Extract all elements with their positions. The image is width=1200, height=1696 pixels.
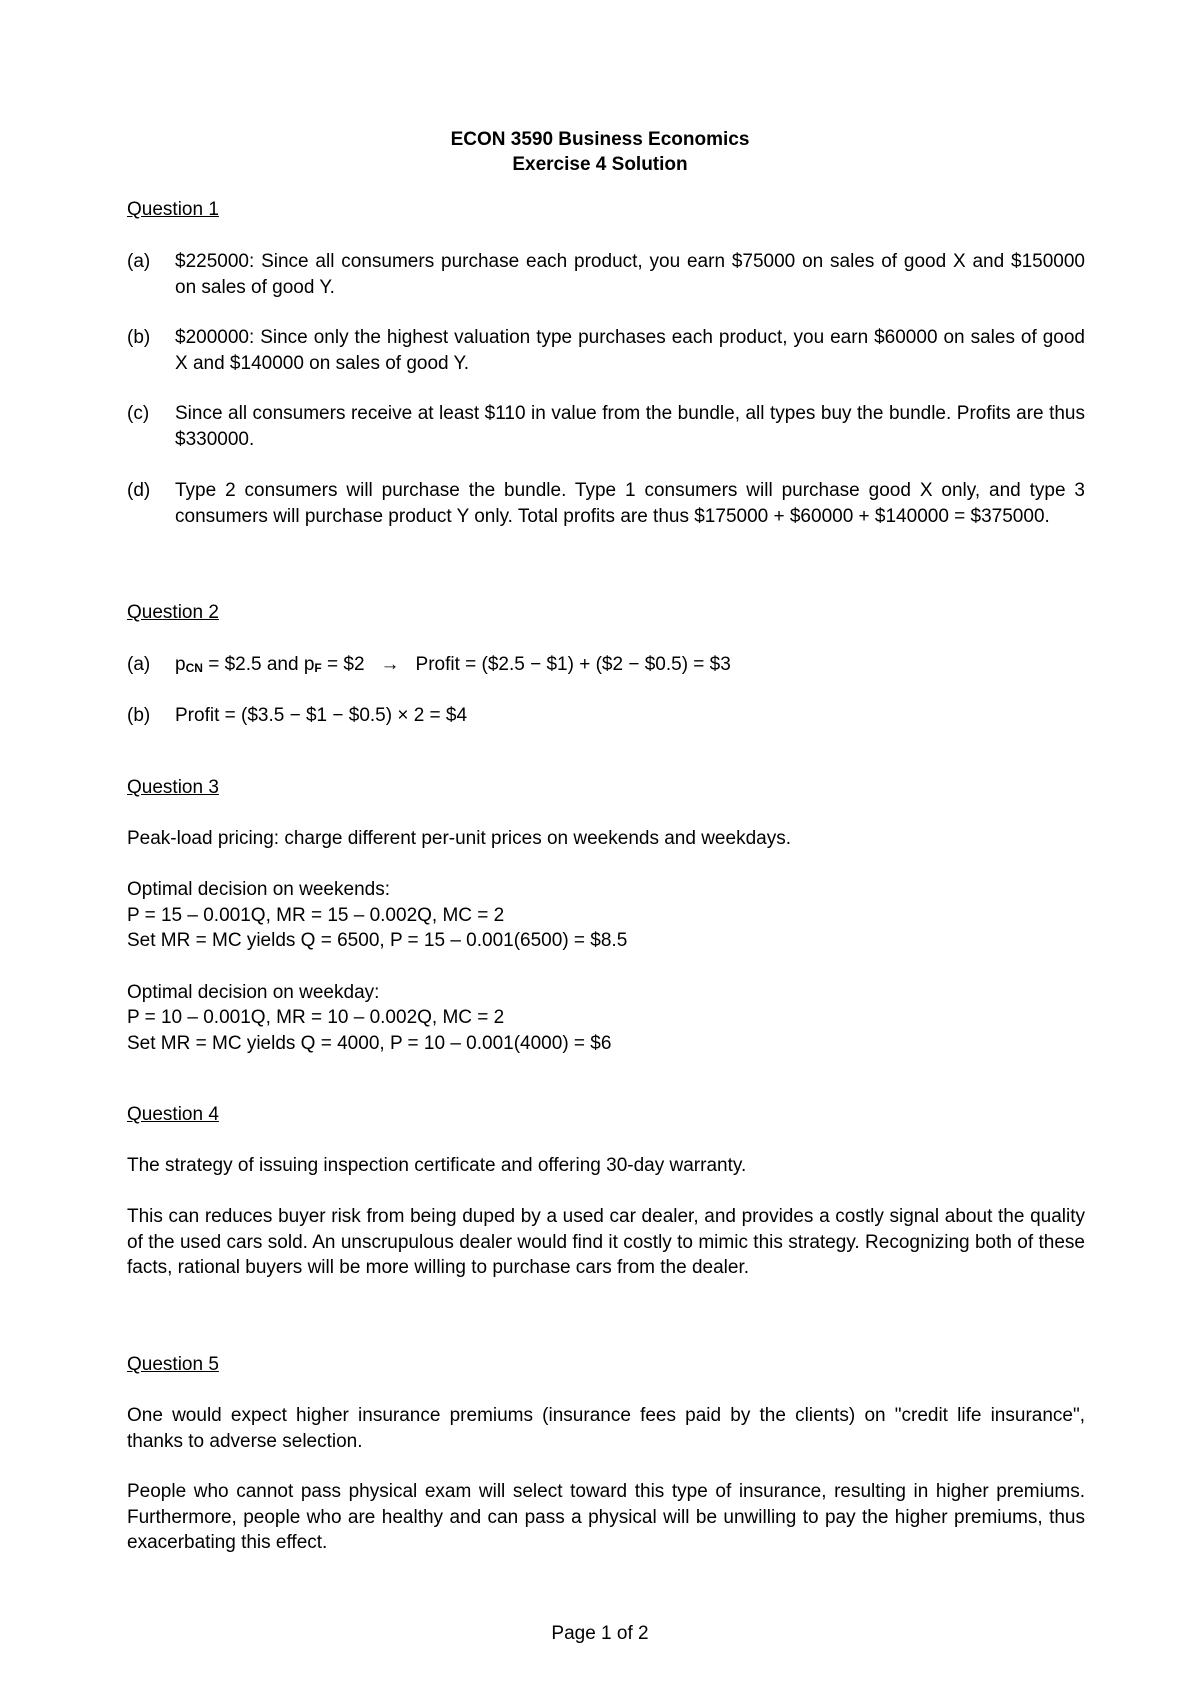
item-text <box>175 652 1085 682</box>
q2-answer-b <box>127 703 1085 729</box>
question-5-heading: Question 5 <box>127 1354 219 1375</box>
right-arrow-icon: → <box>380 654 400 675</box>
item-text: Since all consumers receive at least $110 in value from the bundle, all types buy the bundle. Profits are thus $330000. <box>175 403 1085 450</box>
item-text: $200000: Since only the highest valuation type purchases each product, you earn $60000 on sales of good X and $140000 on sales of good Y. <box>175 327 1085 374</box>
price-text: = $2.5 and p <box>202 654 315 675</box>
weekday-result: Set MR = MC yields Q = 4000, P = 10 – 0.001(4000) = $6 <box>127 1033 612 1054</box>
price-text-end: = $2 <box>321 654 365 675</box>
question-4-heading: Question 4 <box>127 1104 219 1125</box>
course-title: ECON 3590 Business Economics <box>450 129 750 150</box>
weekend-equation: P = 15 – 0.001Q, MR = 15 – 0.002Q, MC = 2 <box>127 905 505 926</box>
q1-answer-d <box>127 478 1085 529</box>
item-label: (d) <box>127 480 151 501</box>
q1-answer-a <box>127 249 1085 300</box>
price-symbol: p <box>175 654 186 675</box>
exercise-subtitle: Exercise 4 Solution <box>512 154 688 175</box>
question-2-heading: Question 2 <box>127 602 219 623</box>
q4-paragraph-1: The strategy of issuing inspection certificate and offering 30-day warranty. <box>127 1155 747 1176</box>
q1-answer-b <box>127 325 1085 376</box>
peak-load-intro: Peak-load pricing: charge different per-unit prices on weekends and weekdays. <box>127 828 791 849</box>
subscript-cn: CN <box>185 661 203 675</box>
item-label: (c) <box>127 403 150 424</box>
item-text: $225000: Since all consumers purchase each product, you earn $75000 on sales of good X and $150000 on sales of good Y. <box>175 251 1085 298</box>
profit-formula: Profit = ($2.5 − $1) + ($2 − $0.5) = $3 <box>415 654 731 675</box>
weekday-equation: P = 10 – 0.001Q, MR = 10 – 0.002Q, MC = 2 <box>127 1007 505 1028</box>
item-label: (a) <box>127 251 151 272</box>
weekday-title: Optimal decision on weekday: <box>127 982 380 1003</box>
subscript-f: F <box>314 661 322 675</box>
item-label: (b) <box>127 327 151 348</box>
weekend-result: Set MR = MC yields Q = 6500, P = 15 – 0.001(6500) = $8.5 <box>127 930 628 951</box>
item-text: Type 2 consumers will purchase the bundle. Type 1 consumers will purchase good X only, and type 3 consumers will purchase product Y only. Total profits are thus $175000 + $60000 + $140000 = $375000. <box>175 480 1085 527</box>
q1-answer-c <box>127 401 1085 452</box>
weekend-title: Optimal decision on weekends: <box>127 879 390 900</box>
question-3-heading: Question 3 <box>127 777 219 798</box>
item-label: (a) <box>127 654 151 675</box>
q5-paragraph-1: One would expect higher insurance premiums (insurance fees paid by the clients) on "credit life insurance", thanks to adverse selection. <box>127 1405 1085 1452</box>
question-1-heading: Question 1 <box>127 199 219 220</box>
page-number: Page 1 of 2 <box>551 1623 649 1644</box>
q2-answer-a <box>127 652 1085 682</box>
q4-paragraph-2: This can reduces buyer risk from being duped by a used car dealer, and provides a costly signal about the quality of the used cars sold. An unscrupulous dealer would find it costly to mimic this strategy. Recognizing both of these facts, rational buyers will be more willing to purchase cars from the dealer. <box>127 1206 1085 1278</box>
item-label: (b) <box>127 705 151 726</box>
item-text: Profit = ($3.5 − $1 − $0.5) × 2 = $4 <box>175 705 468 726</box>
q5-paragraph-2: People who cannot pass physical exam will select toward this type of insurance, resulting in higher premiums. Furthermore, people who are healthy and can pass a physical will be unwilling to pay the higher premiums, thus exacerbating this effect. <box>127 1481 1085 1553</box>
